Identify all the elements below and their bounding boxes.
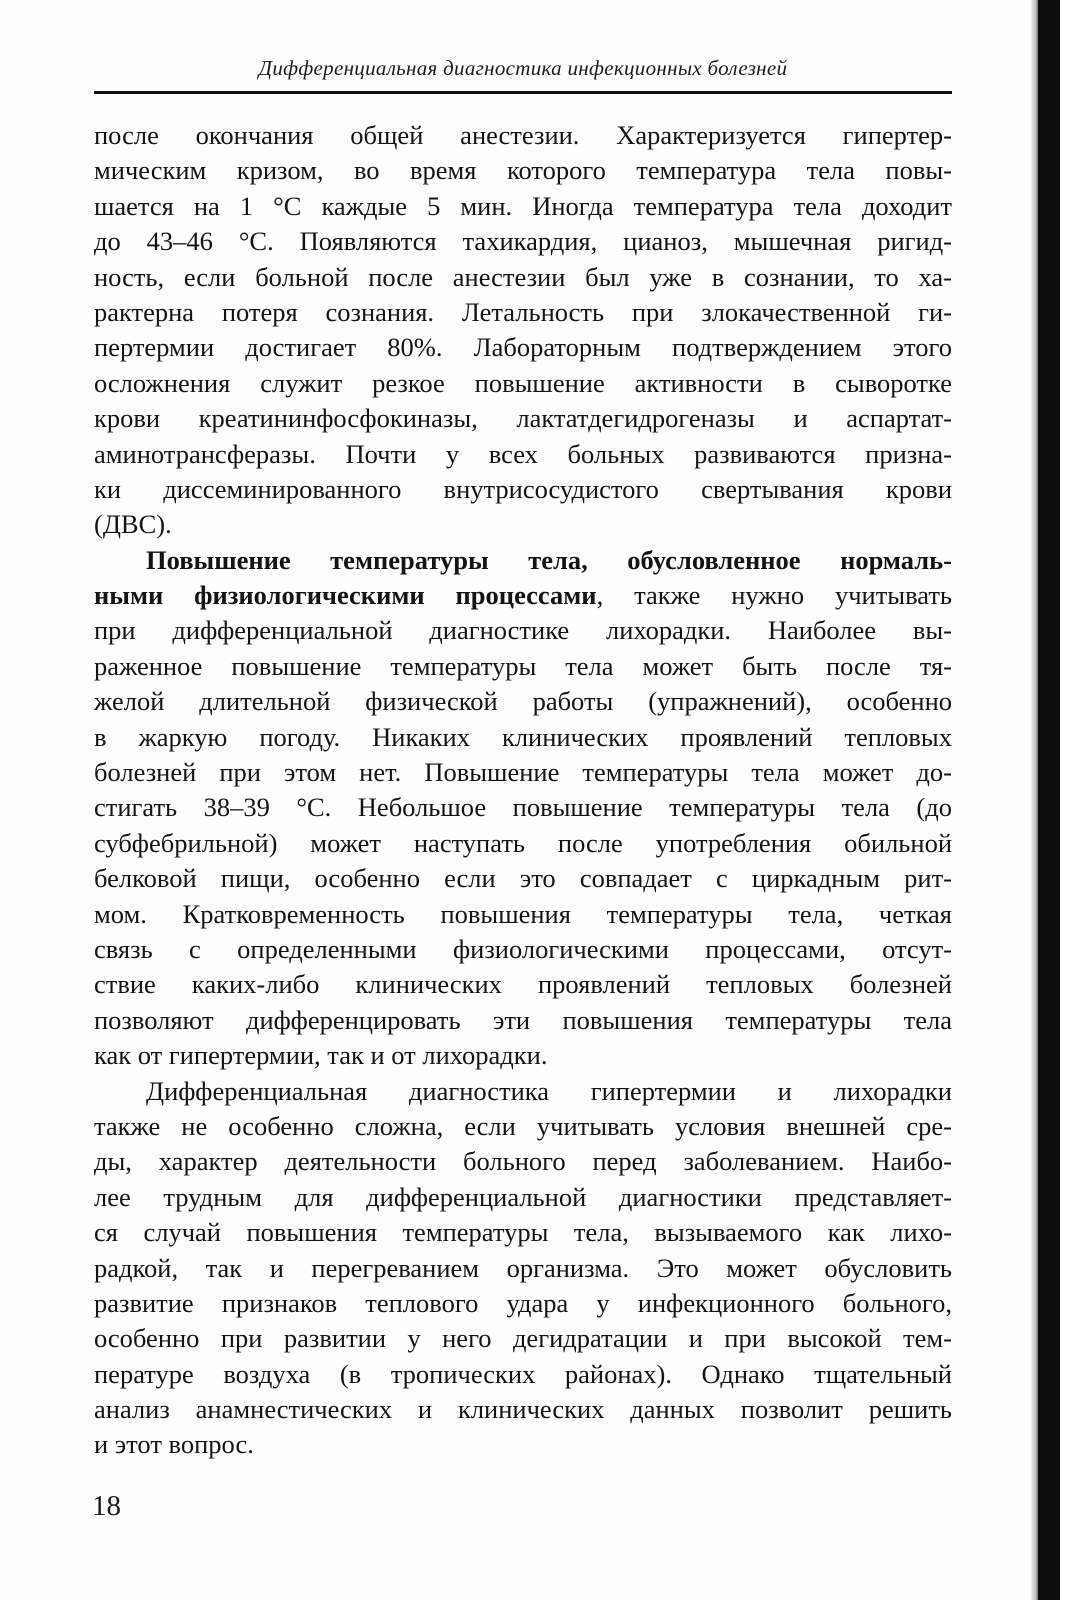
line-text: крови креатининфосфокиназы, лактатдегидрогеназы и аспартат- [94,403,952,434]
line-text: ки диссеминированного внутрисосудистого свертывания крови [94,473,952,504]
bold-phrase: ными физиологическими процессами [94,580,597,611]
text-line [94,1074,952,1109]
line-text: пературе воздуха (в тропических районах). Однако тщательный [94,1358,952,1389]
text-line [94,755,952,790]
bold-phrase: Повышение температуры тела, обусловленное нормаль- [146,544,952,575]
line-text: мическим кризом, во время которого температура тела повы- [94,155,952,186]
text-line [94,437,952,472]
line-text: после окончания общей анестезии. Характеризуется гипертер- [94,120,952,150]
text-line [94,330,952,365]
text-line [94,1003,952,1038]
line-text: субфебрильной) может наступать после употребления обильной [94,827,952,858]
line-text: при дифференциальной диагностике лихорадки. Наиболее вы- [94,615,952,646]
text-line [94,826,952,861]
line-text: стигать 38–39 °С. Небольшое повышение температуры тела (до [94,792,952,823]
line-text: ся случай повышения температуры тела, вызываемого как лихо- [94,1217,952,1248]
text-line [94,1427,952,1462]
text-line [94,649,952,684]
text-line [94,1144,952,1179]
line-text: аминотрансферазы. Почти у всех больных развиваются призна- [94,438,952,469]
text-line [94,295,952,330]
line-text: ность, если больной после анестезии был уже в сознании, то ха- [94,261,952,292]
text-line [94,967,952,1002]
line-text: ствие каких-либо клинических проявлений тепловых болезней [94,969,952,1000]
line-text: как от гипертермии, так и от лихорадки. [94,1040,548,1071]
text-line [94,1286,952,1321]
line-text: желой длительной физической работы (упражнений), особенно [94,686,952,717]
running-head: Дифференциальная диагностика инфекционных болезней [258,56,788,80]
text-line [94,684,952,719]
line-text: позволяют дифференцировать эти повышения температуры тела [94,1004,952,1035]
scan-margin [1060,0,1077,1600]
line-text: пертермии достигает 80%. Лабораторным подтверждением этого [94,332,952,363]
text-line [94,613,952,648]
line-text: Дифференциальная диагностика гипертермии и лихорадки [146,1075,952,1106]
line-text: лее трудным для дифференциальной диагностики представляет- [94,1181,952,1212]
line-text: развитие признаков теплового удара у инфекционного больного, [94,1287,952,1318]
text-line [94,578,952,613]
book-spine-edge [1038,0,1060,1600]
text-line [94,1321,952,1356]
text-line [94,1251,952,1286]
text-line [94,366,952,401]
line-text: болезней при этом нет. Повышение температуры тела может до- [94,757,952,788]
line-text: также не особенно сложна, если учитывать условия внешней сре- [94,1110,952,1141]
text-line [94,472,952,507]
text-line [94,118,952,153]
page-number: 18 [92,1490,121,1522]
line-text: и этот вопрос. [94,1429,254,1460]
line-text: мом. Кратковременность повышения температуры тела, четкая [94,898,952,929]
header-rule [94,91,952,94]
line-text: радкой, так и перегреванием организма. Это может обусловить [94,1252,952,1283]
body-text [94,118,952,1463]
line-text: до 43–46 °С. Появляются тахикардия, цианоз, мышечная ригид- [94,226,952,257]
text-line [94,224,952,259]
text-line [94,720,952,755]
text-line [94,1109,952,1144]
text-line [94,507,952,542]
line-text: белковой пищи, особенно если это совпадает с циркадным рит- [94,863,952,894]
line-text: осложнения служит резкое повышение активности в сыворотке [94,367,952,398]
line-text: ды, характер деятельности больного перед заболеванием. Наибо- [94,1146,952,1177]
text-line [94,189,952,224]
line-text: рактерна потеря сознания. Летальность при злокачественной ги- [94,296,952,327]
line-text: в жаркую погоду. Никаких клинических проявлений тепловых [94,721,952,752]
line-text: раженное повышение температуры тела может быть после тя- [94,650,952,681]
text-line [94,1357,952,1392]
line-text: шается на 1 °С каждые 5 мин. Иногда температура тела доходит [94,190,952,221]
text-line [94,153,952,188]
text-line [94,790,952,825]
text-line [94,897,952,932]
text-line [94,861,952,896]
text-line [94,1215,952,1250]
text-line [94,401,952,436]
line-text: (ДВС). [94,509,172,540]
text-line [94,260,952,295]
text-line [94,1392,952,1427]
line-text: связь с определенными физиологическими процессами, отсут- [94,933,952,964]
text-line [94,932,952,967]
text-line [94,1180,952,1215]
line-text: , также нужно учитывать [596,580,953,611]
line-text: особенно при развитии у него дегидратации и при высокой тем- [94,1323,952,1354]
text-line [94,1038,952,1073]
line-text: анализ анамнестических и клинических данных позволит решить [94,1394,952,1425]
text-line [94,543,952,578]
